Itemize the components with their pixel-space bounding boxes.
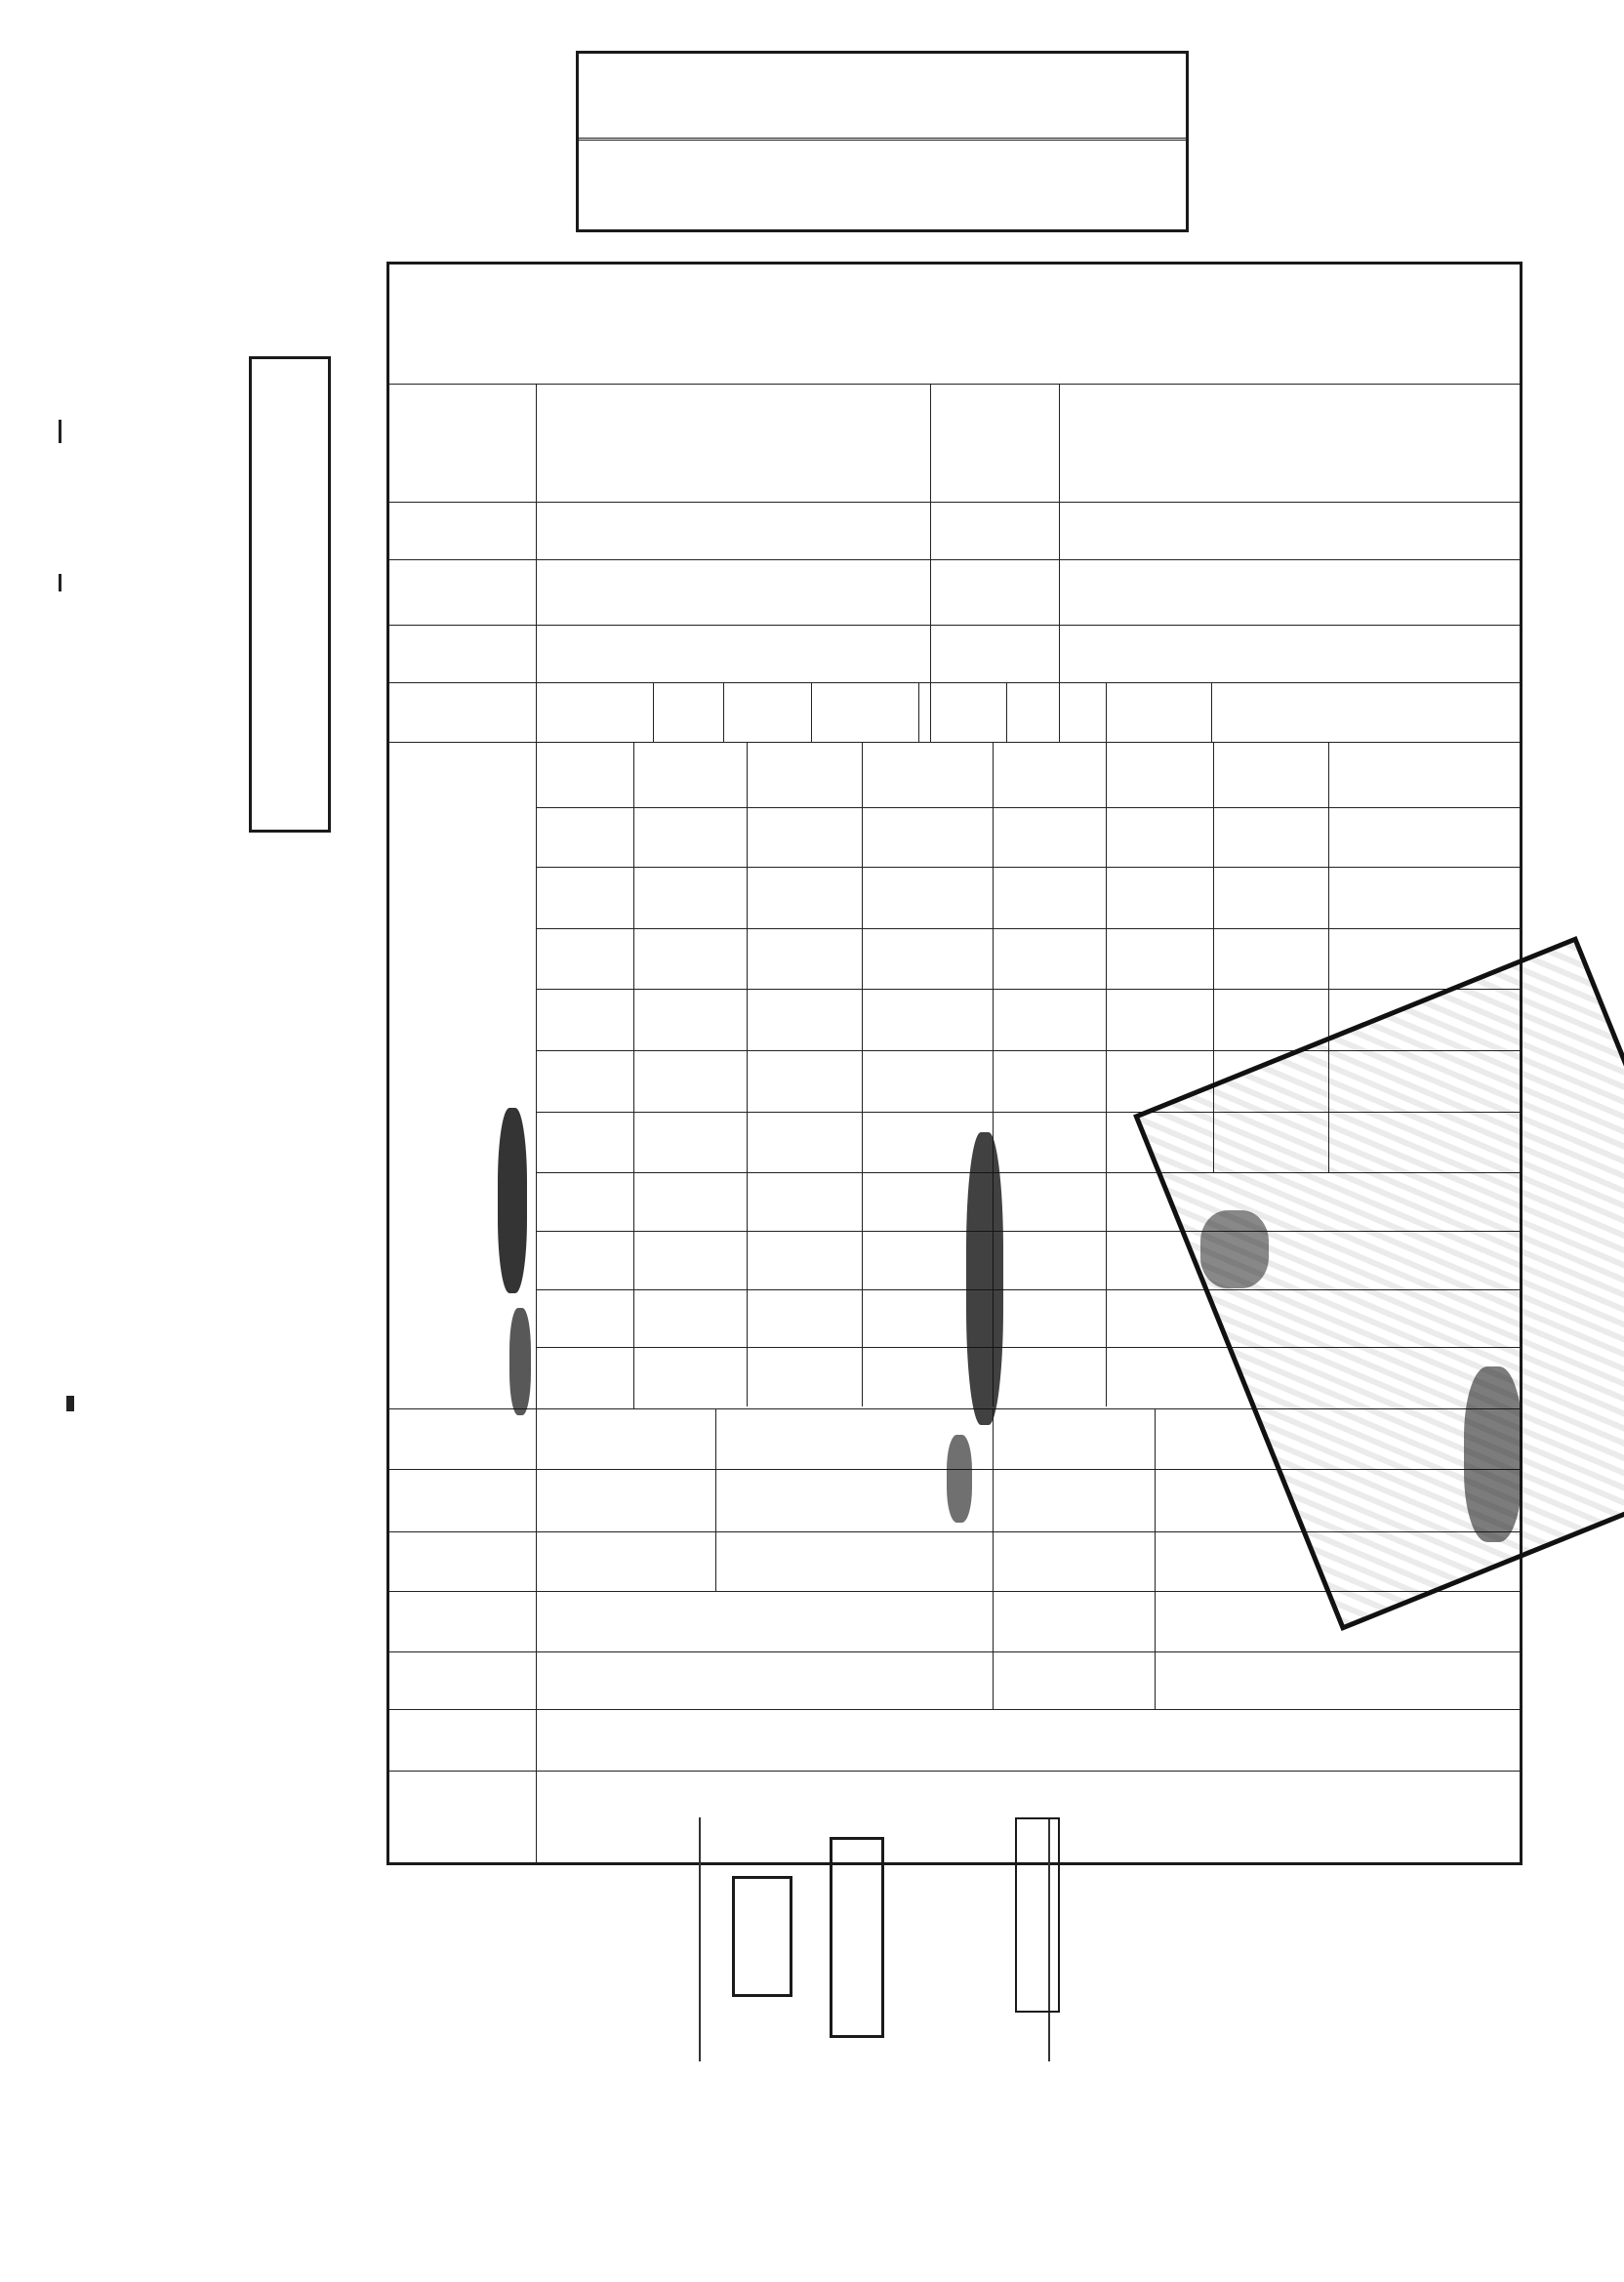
ink-smudge — [498, 1108, 527, 1293]
margin-mark — [66, 1396, 74, 1411]
handwritten-blank-below-note — [1178, 809, 1233, 813]
side-note-box — [249, 356, 331, 833]
seal-yang-shaozhong — [732, 1876, 792, 1997]
margin-mark — [59, 574, 61, 591]
seal-zhong-guoyao — [830, 1837, 884, 2038]
ink-smudge — [966, 1132, 1003, 1425]
ink-smudge — [1464, 1366, 1522, 1542]
ink-smudge — [947, 1435, 972, 1523]
ink-smudge — [1200, 1210, 1269, 1288]
rooftop-notice-stamp — [576, 51, 1189, 232]
ink-smudge — [509, 1308, 531, 1415]
notice-row-bottom — [579, 141, 1186, 229]
margin-mark — [59, 420, 61, 443]
seal-chen-kunhong — [1015, 1817, 1060, 2013]
notice-row-top — [579, 54, 1186, 141]
approval-signature-block — [699, 1817, 1050, 2061]
